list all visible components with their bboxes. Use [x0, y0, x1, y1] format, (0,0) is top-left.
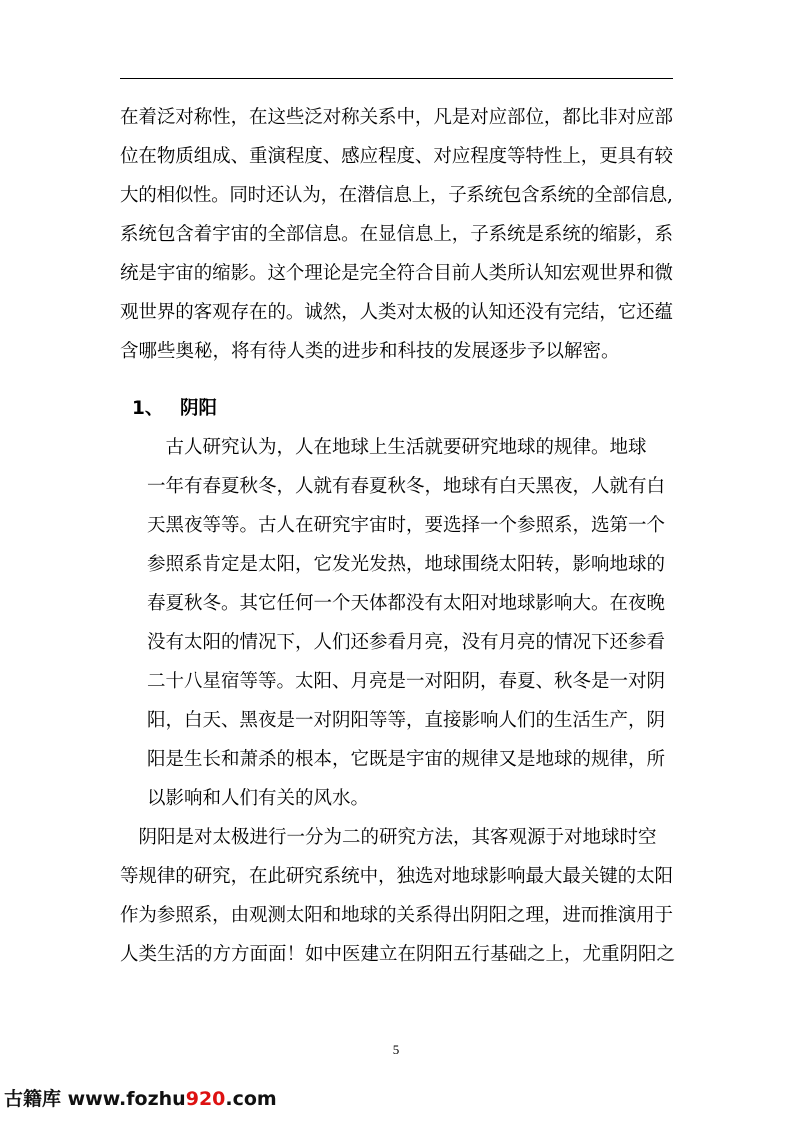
page-number: 5 [392, 1042, 400, 1057]
text-line: 一年有春夏秋冬，人就有春夏秋冬，地球有白天黑夜，人就有白 [147, 476, 666, 497]
section-number: 1、 [132, 398, 164, 419]
text-line: 天黑夜等等。古人在研究宇宙时，要选择一个参照系，选第一个 [147, 515, 666, 536]
text-line: 人类生活的方方面面！如中医建立在阴阳五行基础之上，尤重阴阳之 [120, 944, 676, 965]
text-line: 古人研究认为，人在地球上生活就要研究地球的规律。地球 [147, 437, 647, 458]
text-line: 等规律的研究，在此研究系统中，独选对地球影响最大最关键的太阳 [120, 866, 673, 887]
header-rule [120, 78, 673, 79]
watermark-logo [4, 1084, 277, 1111]
text-line: 系统包含着宇宙的全部信息。在显信息上，子系统是系统的缩影，系 [120, 224, 673, 245]
text-line: 观世界的客观存在的。诚然，人类对太极的认知还没有完结，它还蕴 [120, 302, 673, 323]
text-line: 含哪些奥秘，将有待人类的进步和科技的发展逐步予以解密。 [120, 341, 620, 362]
section-heading [132, 397, 217, 421]
watermark-suffix: .com [225, 1088, 277, 1110]
text-line: 阳，白天、黑夜是一对阴阳等等，直接影响人们的生活生产，阴 [147, 710, 666, 731]
text-line: 阴阳是对太极进行一分为二的研究方法，其客观源于对地球时空 [120, 827, 657, 848]
text-line: 参照系肯定是太阳，它发光发热，地球围绕太阳转，影响地球的 [147, 554, 666, 575]
text-line: 大的相似性。同时还认为，在潜信息上，子系统包含系统的全部信息, [120, 185, 673, 206]
text-line: 没有太阳的情况下，人们还参看月亮，没有月亮的情况下还参看 [147, 632, 666, 653]
text-line: 二十八星宿等等。太阳、月亮是一对阳阴，春夏、秋冬是一对阴 [147, 671, 666, 692]
text-line: 阳是生长和萧杀的根本，它既是宇宙的规律又是地球的规律，所 [147, 749, 666, 770]
text-line: 以影响和人们有关的风水。 [147, 788, 370, 809]
text-line: 统是宇宙的缩影。这个理论是完全符合目前人类所认知宏观世界和微 [120, 263, 673, 284]
text-line: 春夏秋冬。其它任何一个天体都没有太阳对地球影响大。在夜晚 [147, 593, 666, 614]
watermark-number: 920 [185, 1088, 226, 1110]
text-line: 在着泛对称性，在这些泛对称关系中，凡是对应部位，都比非对应部 [120, 107, 673, 128]
section-title: 阴阳 [180, 398, 218, 419]
text-line: 作为参照系，由观测太阳和地球的关系得出阴阳之理，进而推演用于 [120, 905, 673, 926]
text-line: 位在物质组成、重演程度、感应程度、对应程度等特性上，更具有较 [120, 146, 673, 167]
watermark-prefix: 古籍库 www.fozhu [4, 1088, 186, 1110]
